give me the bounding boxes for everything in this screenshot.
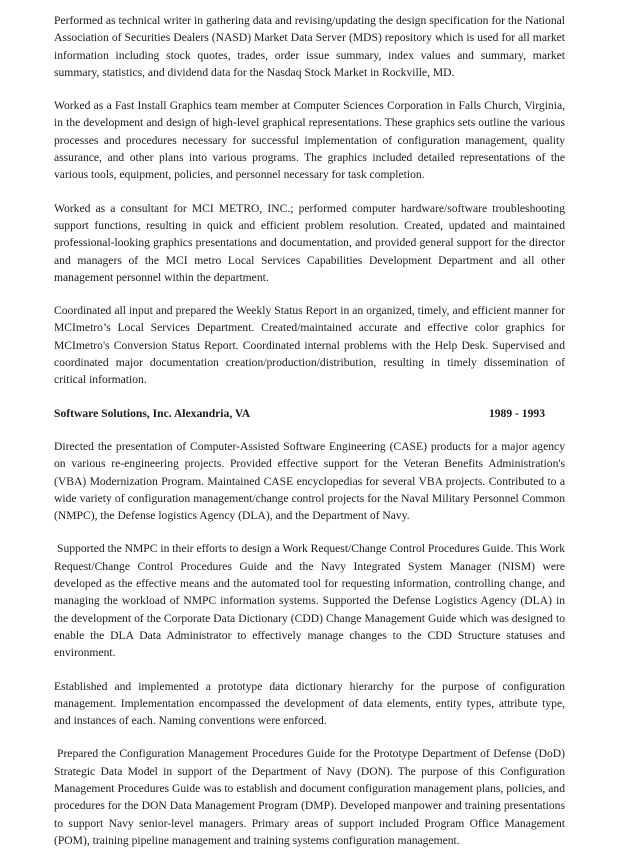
paragraph-mci-consultant: Worked as a consultant for MCI METRO, INC.; performed computer hardware/software troubleshooting support functions, resulting in quick and efficient problem resolution. Created, updated and maintained professional-looking graphics presentations and documentation, and provided general support for the director and managers of the MCI metro Local Services Capabilities Development Department and all other management personnel within the department.	[54, 201, 565, 284]
paragraph-nasd-technical-writer: Performed as technical writer in gathering data and revising/updating the design specification for the National Association of Securities Dealers (NASD) Market Data Server (MDS) repository which is used for all market information including stock quotes, trades, order issue summary, index values and summary, market summary, statistics, and dividend data for the Nasdaq Stock Market in Rockville, MD.	[54, 14, 565, 79]
paragraph-nmpc-support: Supported the NMPC in their efforts to design a Work Request/Change Control Procedures Guide. This Work Request/Change Control Procedures Guide and the Navy Integrated System Manager (NISM) were developed as the effective means and the automated tool for requesting information, controlling change, and managing the workload of NMPC information systems. Supported the Defense Logistics Agency (DLA) in the development of the Corporate Data Dictionary (CDD) Change Management Guide which was designed to enable the DLA Data Administrator to effectively manage changes to the CDD Structure statuses and environment.	[54, 542, 565, 660]
resume-page	[54, 12, 565, 865]
paragraph-data-dictionary: Established and implemented a prototype data dictionary hierarchy for the purpose of configuration management. Implementation encompassed the development of data elements, entity types, attribute type, and instances of each. Naming conventions were enforced.	[54, 679, 565, 728]
job-dates: 1989 - 1993	[488, 406, 545, 420]
job-employer: Software Solutions, Inc. Alexandria, VA	[54, 406, 251, 420]
job-header	[54, 405, 565, 422]
paragraph-cm-procedures-guide: Prepared the Configuration Management Procedures Guide for the Prototype Department of Defense (DoD) Strategic Data Model in support of the Department of Navy (DON). The purpose of this Configuration Management Procedures Guide was to establish and document configuration management plans, policies, and procedures for the DON Data Management Program (DMP). Developed manpower and training presentations to support Navy senior-level managers. Primary areas of support included Program Office Management (POM), training pipeline management and training systems configuration management.	[54, 747, 565, 847]
paragraph-weekly-status-report: Coordinated all input and prepared the Weekly Status Report in an organized, timely, and efficient manner for MCImetro’s Local Services Department. Created/maintained accurate and effective color graphics for MCImetro's Conversion Status Report. Coordinated internal problems with the Help Desk. Supervised and coordinated major documentation creation/production/distribution, resulting in timely dissemination of critical information.	[54, 304, 565, 387]
paragraph-case-presentation: Directed the presentation of Computer-Assisted Software Engineering (CASE) products for a major agency on various re-engineering projects. Provided effective support for the Veteran Benefits Administration's (VBA) Modernization Program. Maintained CASE encyclopedias for several VBA projects. Contributed to a wide variety of configuration management/change control projects for the Naval Military Personnel Common (NMPC), the Defense logistics Agency (DLA), and the Department of Navy.	[54, 439, 565, 523]
paragraph-csc-graphics: Worked as a Fast Install Graphics team member at Computer Sciences Corporation in Falls Church, Virginia, in the development and design of high-level graphical representations. These graphics sets outline the various processes and procedures necessary for successful implementation of configuration management, quality assurance, and other plans into various programs. The graphics included detailed representations of the various tools, equipment, policies, and personnel necessary for task completion.	[54, 99, 565, 182]
